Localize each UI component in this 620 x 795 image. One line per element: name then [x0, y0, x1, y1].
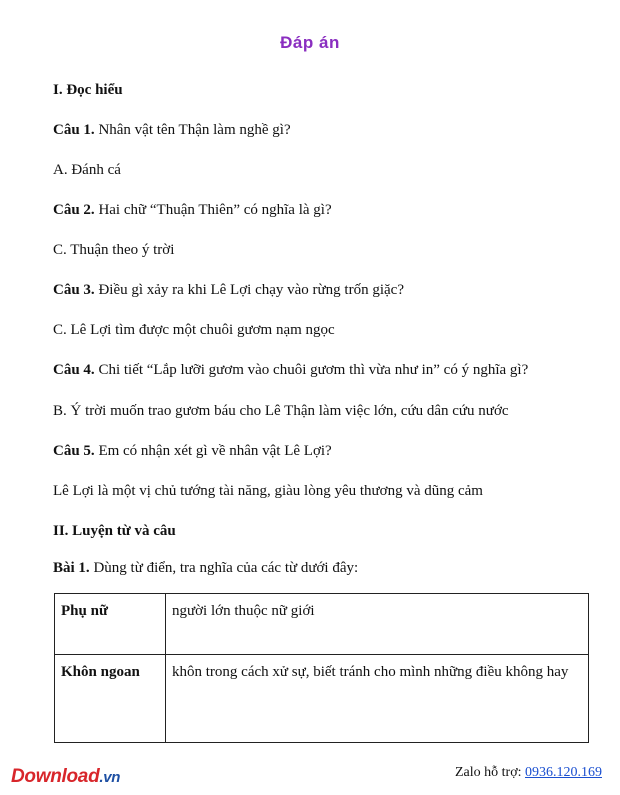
question-4: [53, 361, 528, 379]
question-text: Hai chữ “Thuận Thiên” có nghĩa là gì?: [94, 202, 332, 218]
question-label: Câu 4.: [53, 362, 95, 378]
question-text: Em có nhận xét gì về nhân vật Lê Lợi?: [94, 443, 332, 459]
support-phone-link[interactable]: 0936.120.169: [525, 765, 602, 780]
question-1: [53, 121, 291, 139]
answer-2: C. Thuận theo ý trời: [53, 242, 175, 258]
question-text: Điều gì xảy ra khi Lê Lợi chạy vào rừng trốn giặc?: [94, 282, 404, 298]
page-title: Đáp án: [280, 33, 340, 52]
support-label: Zalo hỗ trợ:: [455, 765, 525, 780]
exercise-text: Dùng từ điển, tra nghĩa của các từ dưới đây:: [89, 560, 359, 576]
answer-5: Lê Lợi là một vị chủ tướng tài năng, giàu lòng yêu thương và dũng cảm: [53, 483, 483, 499]
section-heading-reading: I. Đọc hiểu: [53, 82, 123, 98]
vocabulary-table: [54, 593, 589, 743]
vocab-meaning: người lớn thuộc nữ giới: [166, 594, 589, 655]
exercise-1: [53, 559, 358, 577]
support-contact: [455, 765, 602, 781]
logo-suffix: .vn: [99, 769, 121, 786]
question-label: Câu 3.: [53, 282, 95, 298]
logo-main: Download: [11, 766, 100, 787]
question-5: [53, 442, 332, 460]
question-text: Nhân vật tên Thận làm nghề gì?: [94, 122, 291, 138]
question-label: Câu 5.: [53, 443, 95, 459]
question-text: Chi tiết “Lắp lưỡi gươm vào chuôi gươm thì vừa như in” có ý nghĩa gì?: [94, 362, 529, 378]
vocab-meaning: khôn trong cách xử sự, biết tránh cho mình những điều không hay: [166, 655, 589, 743]
question-label: Câu 2.: [53, 202, 95, 218]
answer-1: A. Đánh cá: [53, 162, 121, 178]
table-row: [55, 655, 589, 743]
answer-4: B. Ý trời muốn trao gươm báu cho Lê Thận làm việc lớn, cứu dân cứu nước: [53, 403, 509, 419]
question-label: Câu 1.: [53, 122, 95, 138]
exercise-label: Bài 1.: [53, 560, 90, 576]
question-2: [53, 201, 332, 219]
question-3: [53, 281, 404, 299]
vocab-term: Khôn ngoan: [55, 655, 166, 743]
vocab-term: Phụ nữ: [55, 594, 166, 655]
section-heading-vocabulary: II. Luyện từ và câu: [53, 523, 176, 539]
answer-3: C. Lê Lợi tìm được một chuôi gươm nạm ngọc: [53, 322, 335, 338]
download-logo[interactable]: [11, 766, 120, 788]
table-row: [55, 594, 589, 655]
